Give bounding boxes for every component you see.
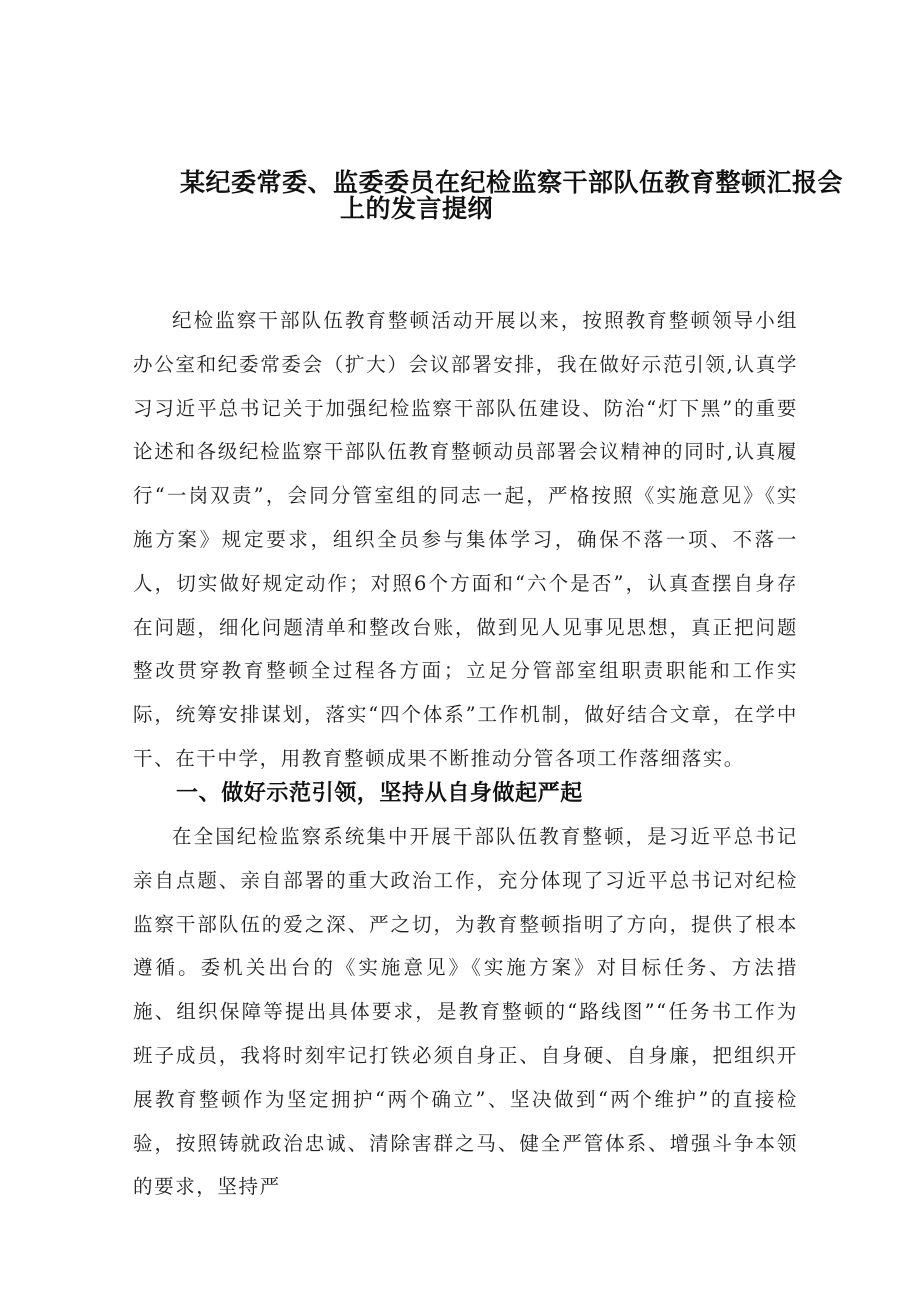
- document-title-line-1: 某纪委常委、监委委员在纪检监察干部队伍教育整顿汇报会: [180, 168, 844, 197]
- section-1-paragraph: 在全国纪检监察系统集中开展干部队伍教育整顿，是习近平总书记亲自点题、亲自部署的重大政治工作，充分体现了习近平总书记对纪检监察干部队伍的爱之深、严之切，为教育整顿指明了方向，提供了根本遵循。委机关出台的《实施意见》《实施方案》对目标任务、方法措施、组织保障等提出具体要求，是教育整顿的“路线图”“任务书工作为班子成员，我将时刻牢记打铁必须自身正、自身硬、自身廉，把组织开展教育整顿作为坚定拥护“两个确立”、坚决做到“两个维护”的直接检验，按照铸就政治忠诚、清除害群之马、健全严管体系、增强斗争本领的要求，坚持严: [133, 825, 798, 1199]
- intro-paragraph: 纪检监察干部队伍教育整顿活动开展以来，按照教育整顿领导小组办公室和纪委常委会（扩大）会议部署安排，我在做好示范引领,认真学习习近平总书记关于加强纪检监察干部队伍建设、防治“灯下黑”的重要论述和各级纪检监察干部队伍教育整顿动员部署会议精神的同时,认真履行“一岗双责”，会同分管室组的同志一起，严格按照《实施意见》《实施方案》规定要求，组织全员参与集体学习，确保不落一项、不落一人，切实做好规定动作；对照6个方面和“六个是否”，认真查摆自身存在问题，细化问题清单和整改台账，做到见人见事见思想，真正把问题整改贯穿教育整顿全过程各方面；立足分管部室组职责职能和工作实际，统筹安排谋划，落实“四个体系”工作机制，做好结合文章，在学中干、在干中学，用教育整顿成果不断推动分管各项工作落细落实。: [133, 309, 798, 770]
- section-heading-1: 一、做好示范引领，坚持从自身做起严起: [176, 781, 583, 806]
- document-title-line-2: 上的发言提纲: [340, 194, 494, 223]
